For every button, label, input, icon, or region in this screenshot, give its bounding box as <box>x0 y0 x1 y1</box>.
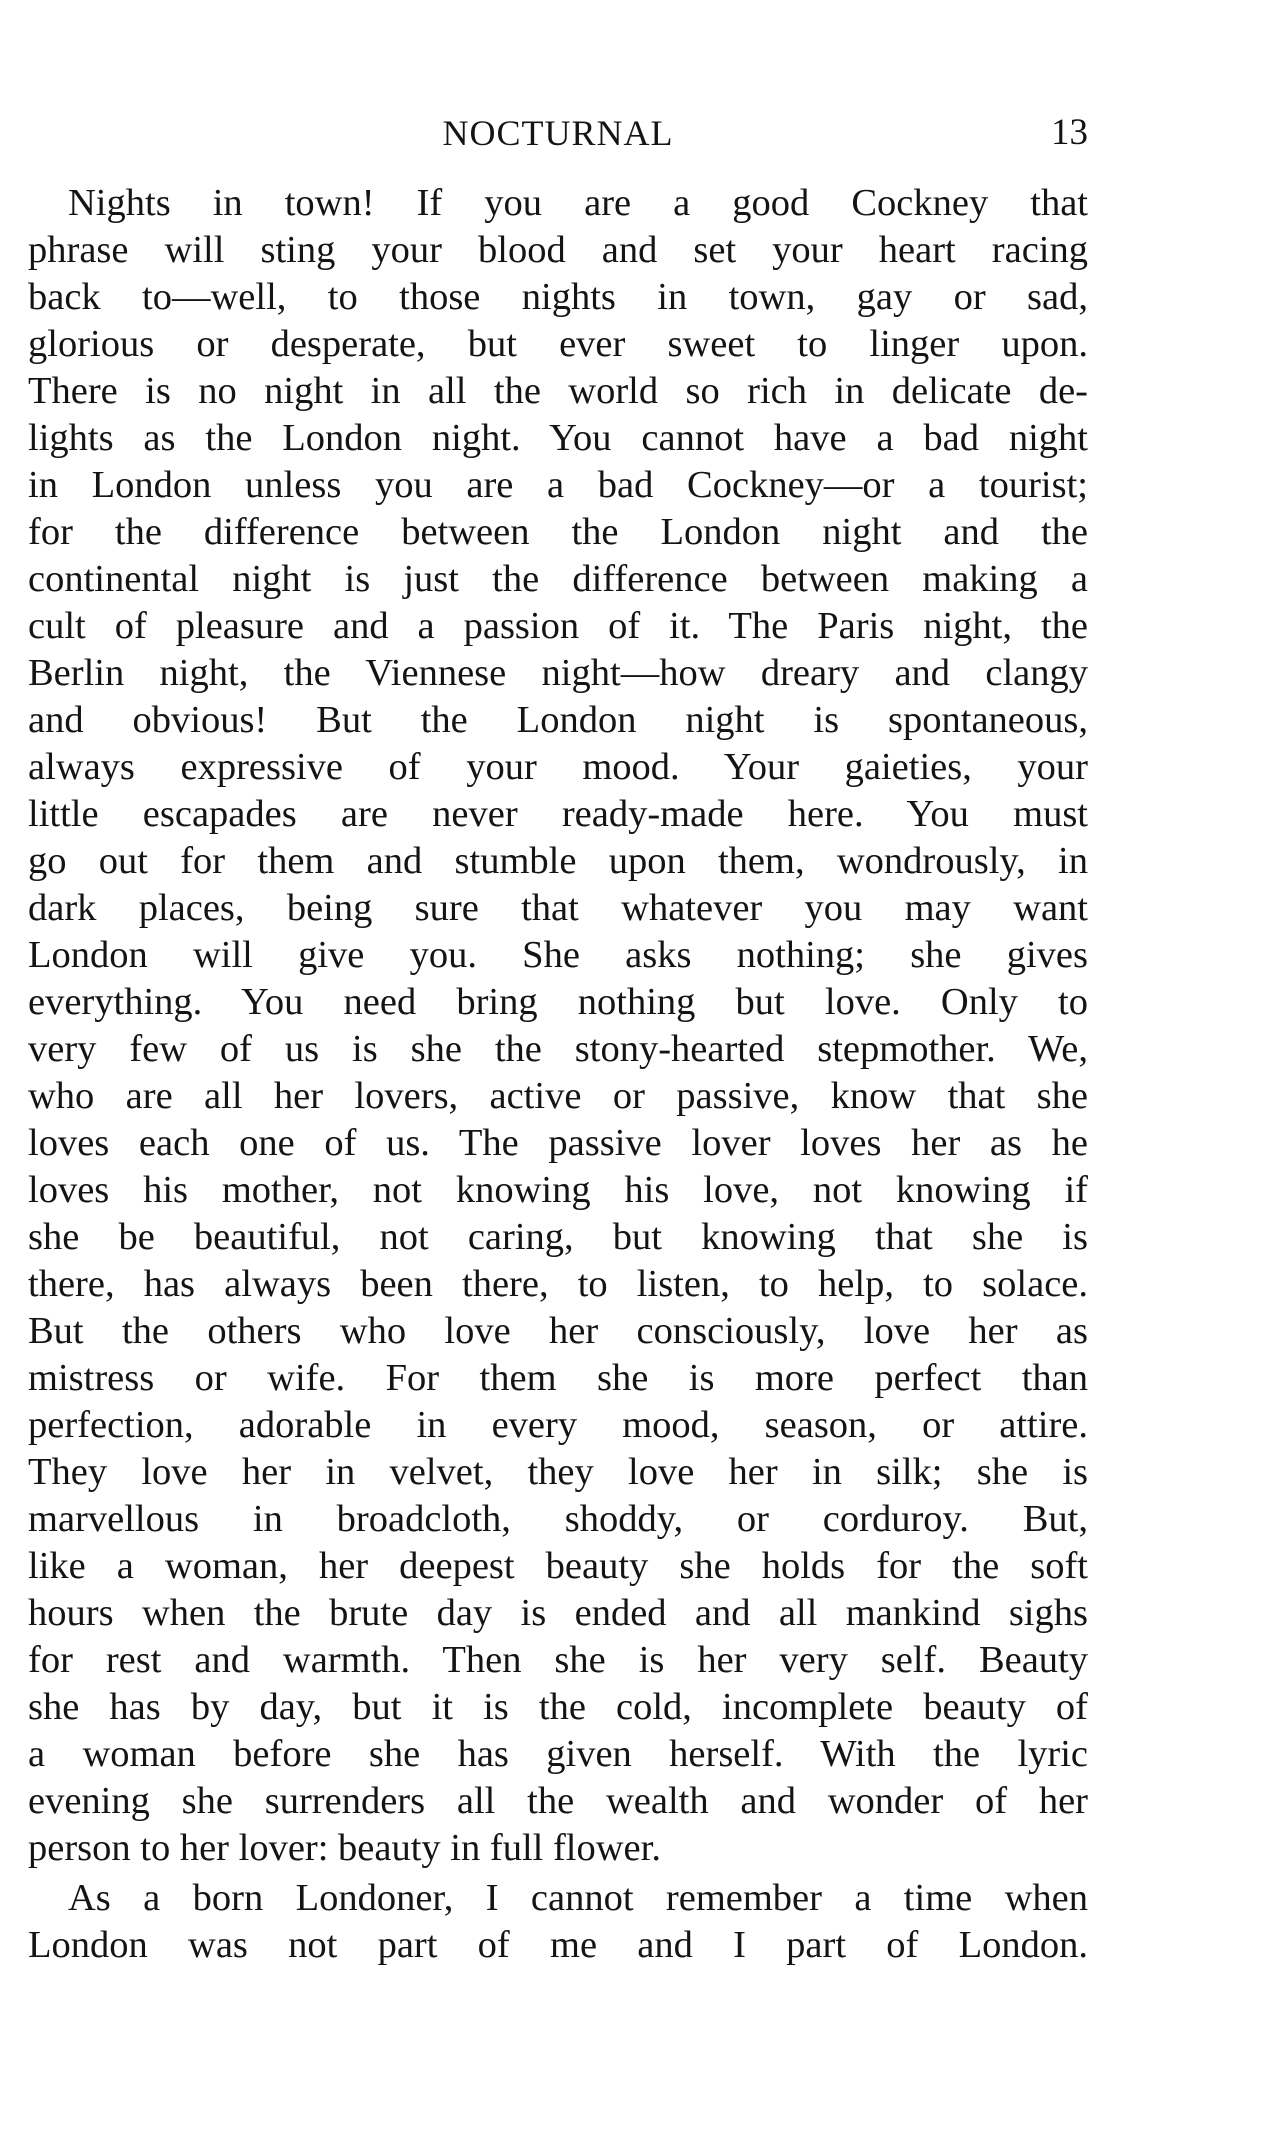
text-line: loves each one of us. The passive lover loves her as he <box>28 1122 1088 1164</box>
text-line: in London unless you are a bad Cockney—or a tourist; <box>28 464 1088 506</box>
text-line: always expressive of your mood. Your gaieties, your <box>28 746 1088 788</box>
text-line: phrase will sting your blood and set your heart racing <box>28 229 1088 271</box>
text-line: Nights in town! If you are a good Cockney that <box>68 182 1088 224</box>
text-line: like a woman, her deepest beauty she holds for the soft <box>28 1545 1088 1587</box>
text-line: who are all her lovers, active or passive, know that she <box>28 1075 1088 1117</box>
text-line: Berlin night, the Viennese night—how dreary and clangy <box>28 652 1088 694</box>
text-line: dark places, being sure that whatever you may want <box>28 887 1088 929</box>
text-line: But the others who love her consciously, love her as <box>28 1310 1088 1352</box>
text-line: everything. You need bring nothing but love. Only to <box>28 981 1088 1023</box>
text-line: mistress or wife. For them she is more perfect than <box>28 1357 1088 1399</box>
text-line: there, has always been there, to listen, to help, to solace. <box>28 1263 1088 1305</box>
paragraph-1 <box>28 180 1088 1872</box>
text-line: for rest and warmth. Then she is her very self. Beauty <box>28 1639 1088 1681</box>
text-line: marvellous in broadcloth, shoddy, or corduroy. But, <box>28 1498 1088 1540</box>
text-line: for the difference between the London night and the <box>28 511 1088 553</box>
running-title: NOCTURNAL <box>442 113 674 153</box>
text-line: loves his mother, not knowing his love, not knowing if <box>28 1169 1088 1211</box>
text-line: perfection, adorable in every mood, season, or attire. <box>28 1404 1088 1446</box>
text-line: evening she surrenders all the wealth and wonder of her <box>28 1780 1088 1822</box>
text-line: back to—well, to those nights in town, gay or sad, <box>28 276 1088 318</box>
text-line: little escapades are never ready-made here. You must <box>28 793 1088 835</box>
text-line: person to her lover: beauty in full flower. <box>28 1827 661 1869</box>
page-number: 13 <box>1051 112 1088 153</box>
text-line: lights as the London night. You cannot have a bad night <box>28 417 1088 459</box>
text-line: They love her in velvet, they love her in silk; she is <box>28 1451 1088 1493</box>
text-line: glorious or desperate, but ever sweet to linger upon. <box>28 323 1088 365</box>
text-line: cult of pleasure and a passion of it. The Paris night, the <box>28 605 1088 647</box>
text-line: As a born Londoner, I cannot remember a time when <box>68 1877 1088 1919</box>
text-line: continental night is just the difference between making a <box>28 558 1088 600</box>
text-line: very few of us is she the stony-hearted stepmother. We, <box>28 1028 1088 1070</box>
text-line: she be beautiful, not caring, but knowing that she is <box>28 1216 1088 1258</box>
running-head <box>28 108 1088 158</box>
text-line: a woman before she has given herself. With the lyric <box>28 1733 1088 1775</box>
text-line: and obvious! But the London night is spontaneous, <box>28 699 1088 741</box>
text-line: London will give you. She asks nothing; she gives <box>28 934 1088 976</box>
text-line: hours when the brute day is ended and all mankind sighs <box>28 1592 1088 1634</box>
text-line: London was not part of me and I part of London. <box>28 1924 1088 1966</box>
paragraph-2 <box>28 1875 1088 1969</box>
book-page <box>28 0 1088 2131</box>
text-line: go out for them and stumble upon them, wondrously, in <box>28 840 1088 882</box>
text-line: she has by day, but it is the cold, incomplete beauty of <box>28 1686 1088 1728</box>
body-text <box>28 180 1088 1969</box>
text-line: There is no night in all the world so rich in delicate de- <box>28 370 1088 412</box>
